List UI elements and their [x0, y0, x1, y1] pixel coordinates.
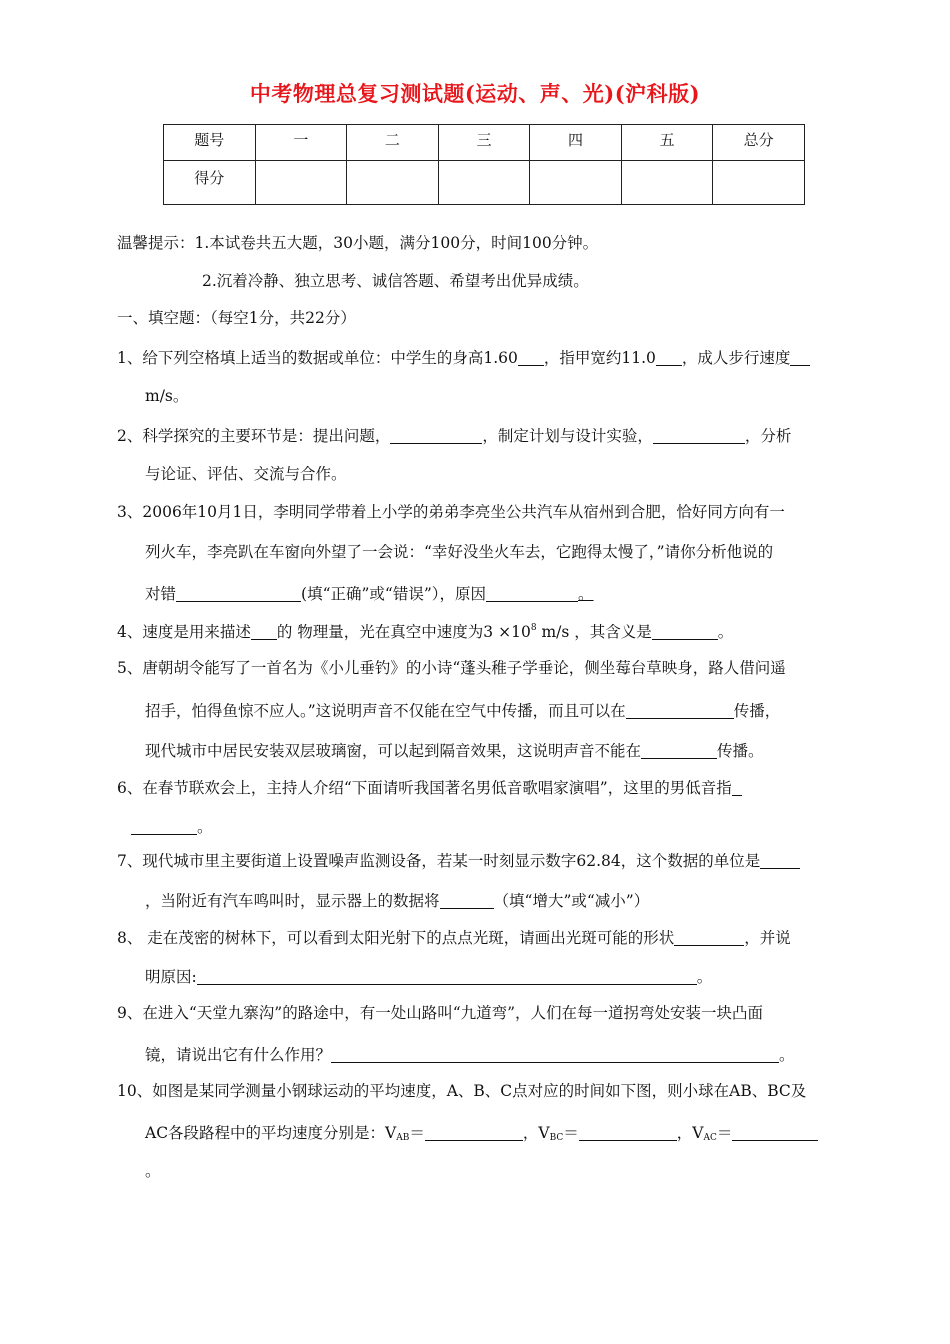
answer-blank[interactable] [251, 623, 277, 640]
answer-blank[interactable] [486, 585, 578, 602]
question-3-line-2: 列火车，李亮趴在车窗向外望了一会说：“幸好没坐火车去，它跑得太慢了，”请你分析他说的 [145, 543, 774, 561]
answer-blank[interactable] [732, 1124, 818, 1141]
question-8-line-1: 8、 走在茂密的树林下，可以看到太阳光射下的点点光斑，请画出光斑可能的形状 ，并说 [117, 929, 791, 947]
answer-blank[interactable] [653, 427, 745, 444]
question-5-line-2: 招手，怕得鱼惊不应人。”这说明声音不仅能在空气中传播，而且可以在 传播， [145, 702, 781, 720]
question-9-line-2: 镜，请说出它有什么作用？ 。 [145, 1046, 795, 1064]
score-table-header-cell: 总分 [713, 125, 805, 161]
question-5-line-3: 现代城市中居民安装双层玻璃窗，可以起到隔音效果，这说明声音不能在 传播。 [145, 742, 764, 760]
question-2-line-1: 2、科学探究的主要环节是：提出问题， ，制定计划与设计实验， ，分析 [117, 427, 792, 445]
score-table-header-row [164, 125, 805, 161]
score-cell[interactable] [621, 161, 713, 205]
answer-blank[interactable] [641, 742, 717, 759]
answer-blank[interactable] [331, 1046, 779, 1063]
answer-blank[interactable] [656, 349, 682, 366]
tip-line-2: 2.沉着冷静、独立思考、诚信答题、希望考出优异成绩。 [202, 272, 589, 290]
score-table-header-cell: 四 [530, 125, 622, 161]
answer-blank[interactable] [579, 1124, 677, 1141]
tip-line-1: 温馨提示：1.本试卷共五大题，30小题，满分100分，时间100分钟。 [117, 234, 599, 252]
answer-blank[interactable] [425, 1124, 523, 1141]
question-9-line-1: 9、在进入“天堂九寨沟”的路途中，有一处山路叫“九道弯”，人们在每一道拐弯处安装一块凸面 [117, 1004, 764, 1022]
question-10-line-1: 10、如图是某同学测量小钢球运动的平均速度，A、B、C点对应的时间如下图，则小球在AB、BC及 [117, 1082, 807, 1100]
answer-blank[interactable] [760, 852, 800, 869]
score-table-header-cell: 一 [255, 125, 347, 161]
question-1-line-2: m/s。 [145, 387, 189, 405]
section-heading: 一、填空题：（每空1分，共22分） [117, 309, 356, 327]
score-table-header-cell: 题号 [164, 125, 256, 161]
answer-blank[interactable] [652, 623, 718, 640]
answer-blank[interactable] [390, 427, 482, 444]
page-title: 中考物理总复习测试题(运动、声、光)(沪科版) [249, 81, 701, 106]
answer-blank[interactable] [674, 929, 744, 946]
score-cell[interactable] [530, 161, 622, 205]
score-cell[interactable] [438, 161, 530, 205]
score-table-header-cell: 三 [438, 125, 530, 161]
score-cell[interactable] [255, 161, 347, 205]
answer-blank[interactable] [440, 892, 494, 909]
score-row-label: 得分 [164, 161, 256, 205]
question-3-line-1: 3、2006年10月1日，李明同学带着上小学的弟弟李亮坐公共汽车从宿州到合肥，恰好同方向有一 [117, 503, 785, 521]
question-10-line-3: 。 [145, 1162, 161, 1180]
question-6-line-2: 。 [131, 818, 213, 836]
question-10-line-2: AC各段路程中的平均速度分别是：$V_{AB}=$ ，$V_{BC}=$ ，$V_{AC}=$ [145, 1124, 818, 1143]
question-1-line-1: 1、给下列空格填上适当的数据或单位：中学生的身高1.60 ，指甲宽约11.0 ，成人步行速度 [117, 349, 810, 367]
answer-blank[interactable] [197, 968, 697, 985]
score-table [163, 124, 805, 205]
question-2-line-2: 与论证、评估、交流与合作。 [145, 465, 347, 483]
answer-blank[interactable] [626, 702, 734, 719]
question-3-line-3: 对错 (填“正确”或“错误”），原因 。 [145, 585, 594, 603]
question-6-line-1: 6、在春节联欢会上，主持人介绍“下面请听我国著名男低音歌唱家演唱”，这里的男低音指 [117, 779, 742, 797]
score-table-header-cell: 五 [621, 125, 713, 161]
score-table-score-row [164, 161, 805, 205]
question-5-line-1: 5、唐朝胡令能写了一首名为《小儿垂钓》的小诗“蓬头稚子学垂论，侧坐莓台草映身，路人借问遥 [117, 659, 786, 677]
score-cell[interactable] [713, 161, 805, 205]
answer-blank[interactable] [176, 585, 301, 602]
question-7-line-2: ，当附近有汽车鸣叫时，显示器上的数据将 （填“增大”或“减小”） [145, 892, 650, 910]
question-7-line-1: 7、现代城市里主要街道上设置噪声监测设备，若某一时刻显示数字62.84，这个数据的单位是 [117, 852, 800, 870]
question-8-line-2: 明原因: 。 [145, 968, 713, 986]
answer-blank[interactable] [131, 818, 197, 835]
question-4: 4、速度是用来描述 的 物理量，光在真空中速度为$3 \times 10^8$ m/s ，其含义是 。 [117, 623, 734, 641]
score-table-header-cell: 二 [347, 125, 439, 161]
score-cell[interactable] [347, 161, 439, 205]
answer-blank[interactable] [732, 779, 742, 796]
answer-blank[interactable] [518, 349, 544, 366]
answer-blank[interactable] [790, 349, 810, 366]
